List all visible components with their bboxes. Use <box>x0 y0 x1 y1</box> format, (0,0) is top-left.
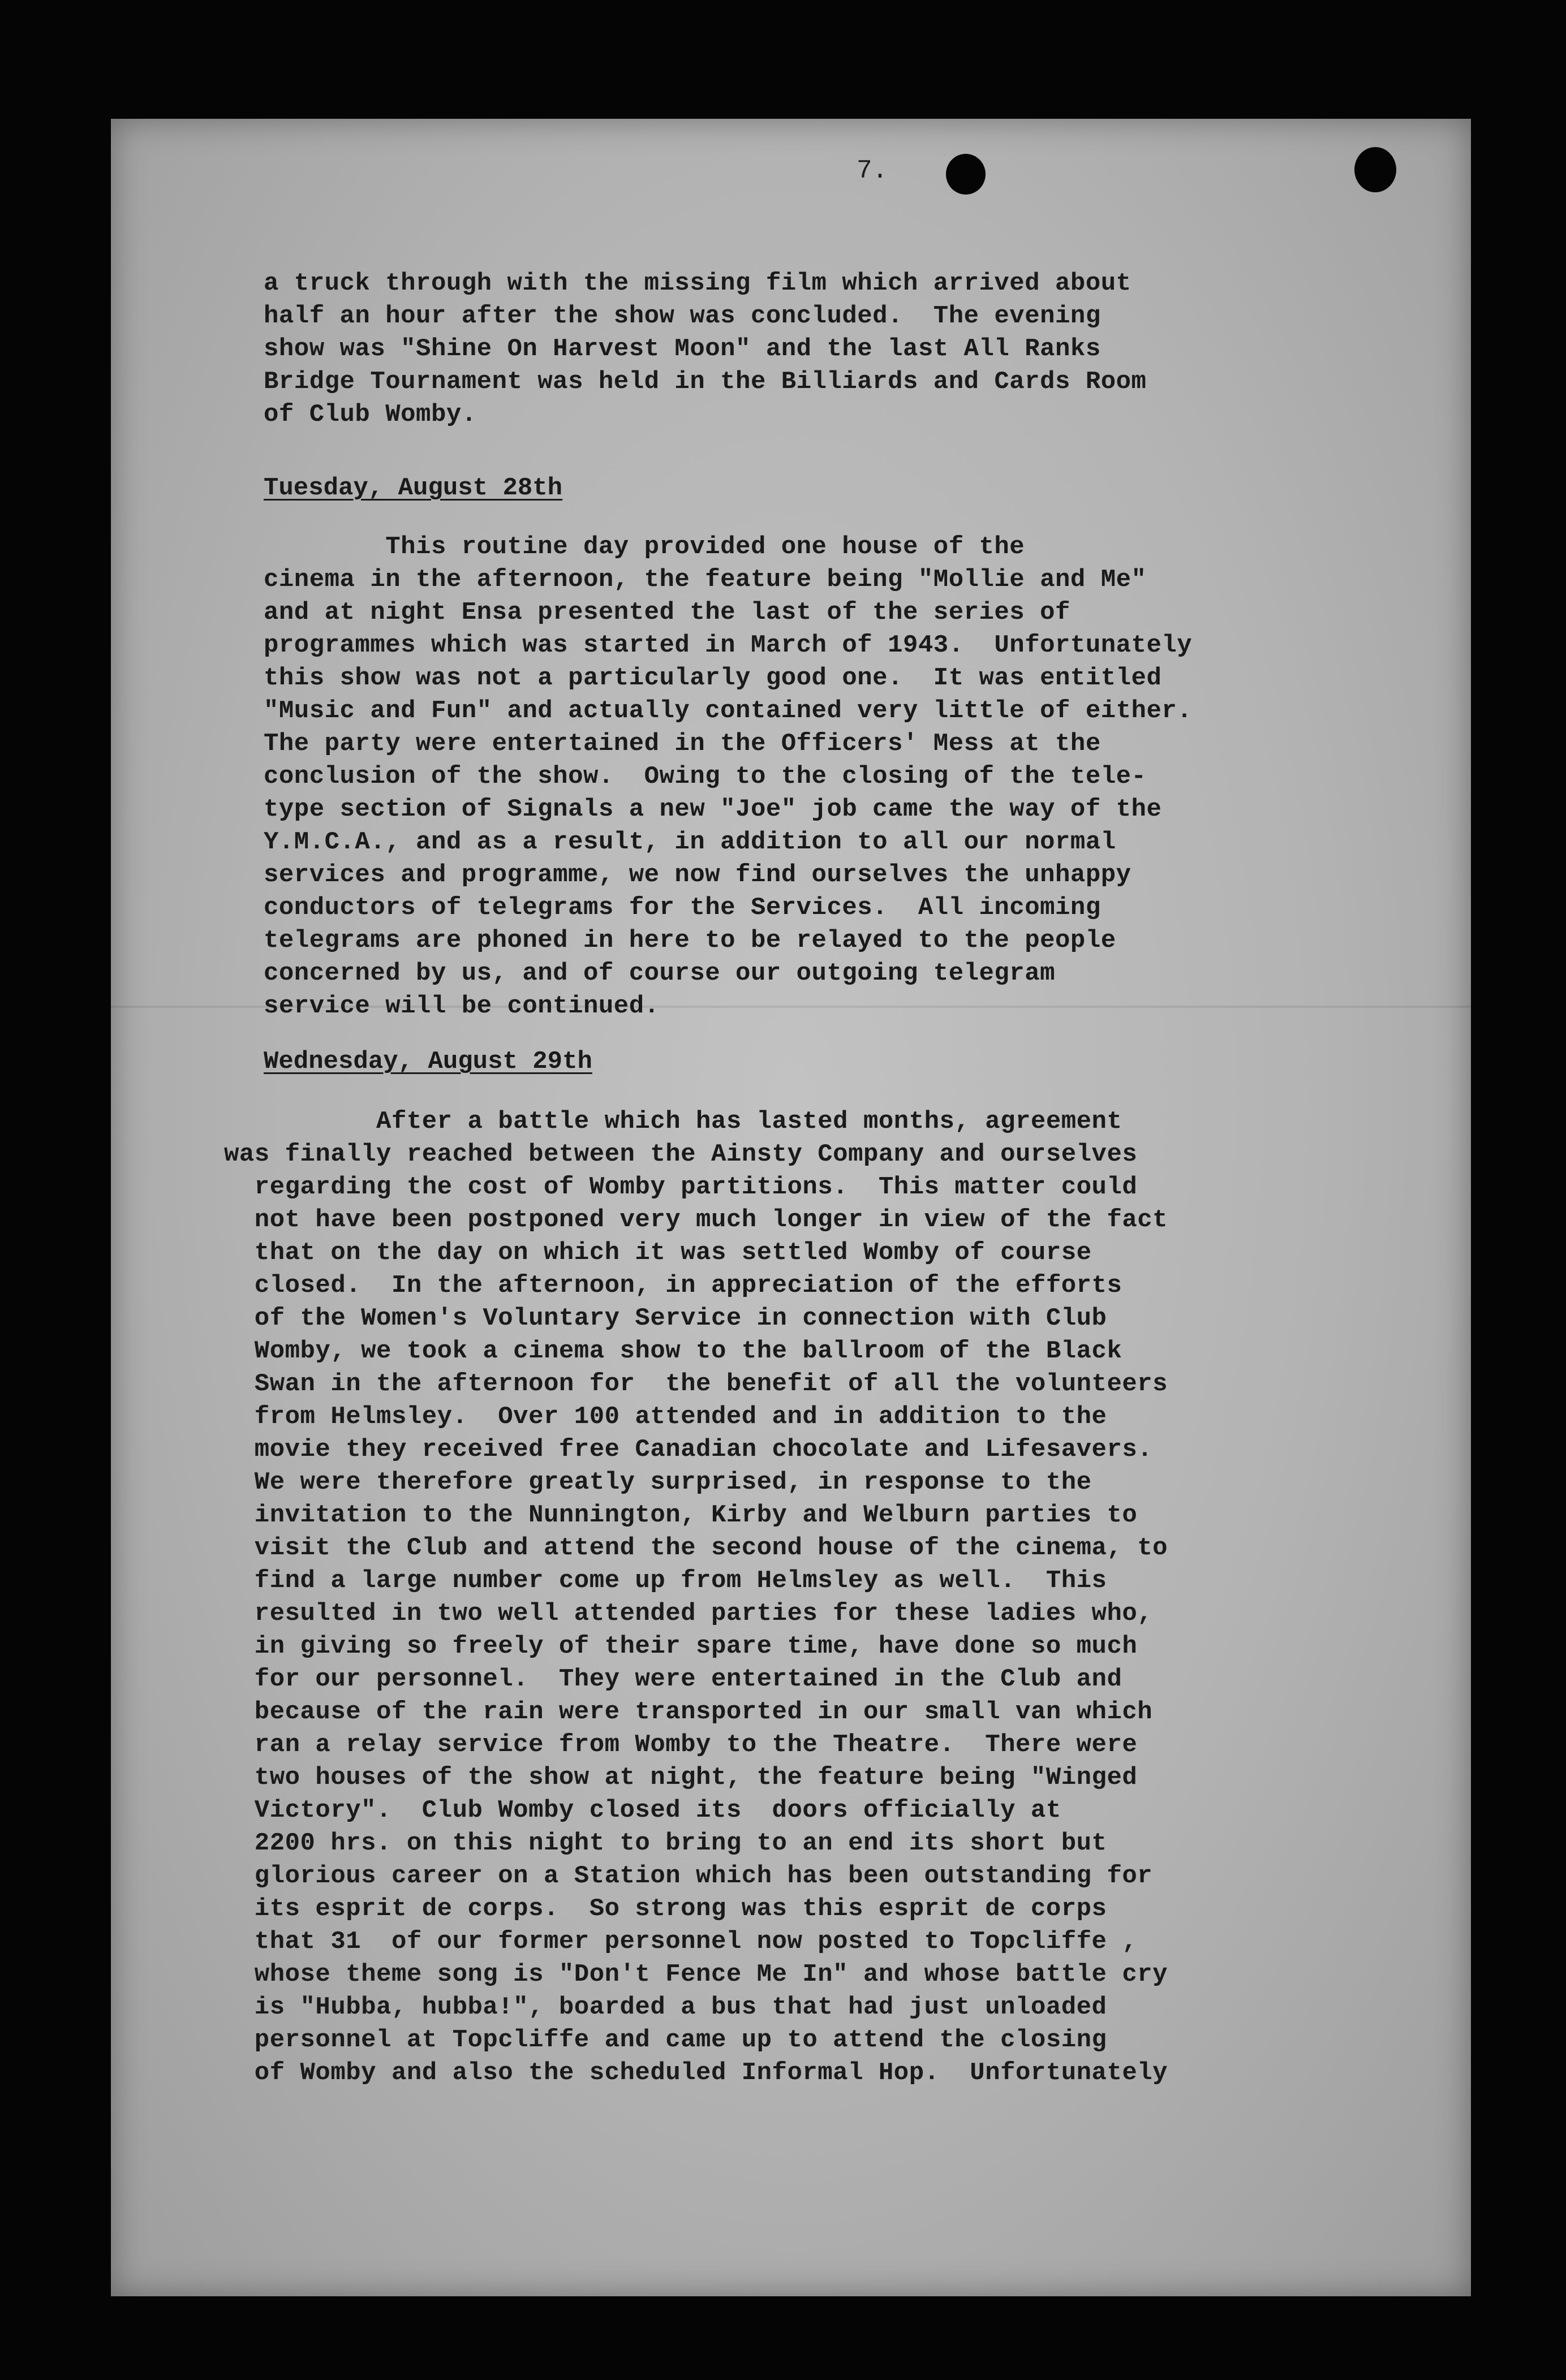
text-line: that on the day on which it was settled Womby of course <box>224 1239 1092 1267</box>
text-line: from Helmsley. Over 100 attended and in addition to the <box>224 1403 1107 1431</box>
text-line: programmes which was started in March of 1943. Unfortunately <box>264 631 1193 659</box>
text-line: This routine day provided one house of the <box>264 533 1025 561</box>
text-line: that 31 of our former personnel now posted to Topcliffe , <box>224 1928 1138 1956</box>
text-line: a truck through with the missing film which arrived about <box>264 269 1132 298</box>
text-line: telegrams are phoned in here to be relayed to the people <box>264 926 1116 955</box>
text-line: 2200 hrs. on this night to bring to an end its short but <box>224 1829 1107 1857</box>
text-line: invitation to the Nunnington, Kirby and Welburn parties to <box>224 1501 1138 1529</box>
text-line: ran a relay service from Womby to the Theatre. There were <box>224 1731 1138 1759</box>
text-line: resulted in two well attended parties for these ladies who, <box>224 1599 1153 1628</box>
text-line: glorious career on a Station which has been outstanding for <box>224 1862 1153 1890</box>
intro-paragraph <box>264 267 1146 431</box>
page-number: 7. <box>857 156 888 186</box>
text-line: Swan in the afternoon for the benefit of all the volunteers <box>224 1370 1168 1398</box>
document-page <box>111 119 1471 2296</box>
text-line: Womby, we took a cinema show to the ballroom of the Black <box>224 1337 1122 1365</box>
text-line: We were therefore greatly surprised, in response to the <box>224 1468 1092 1497</box>
text-line: half an hour after the show was concluded. The evening <box>264 302 1101 330</box>
text-line: visit the Club and attend the second house of the cinema, to <box>224 1534 1168 1562</box>
text-line: After a battle which has lasted months, agreement <box>224 1107 1122 1136</box>
text-line: this show was not a particularly good one. It was entitled <box>264 664 1162 692</box>
text-line: services and programme, we now find ourselves the unhappy <box>264 861 1132 889</box>
wednesday-paragraph <box>224 1105 1168 2089</box>
text-line: in giving so freely of their spare time, have done so much <box>224 1632 1138 1661</box>
text-line: "Music and Fun" and actually contained very little of either. <box>264 697 1193 725</box>
text-line: of Club Womby. <box>264 400 477 429</box>
text-line: conclusion of the show. Owing to the closing of the tele- <box>264 762 1147 791</box>
text-line: and at night Ensa presented the last of the series of <box>264 598 1070 627</box>
text-line: for our personnel. They were entertained in the Club and <box>224 1665 1122 1693</box>
punch-hole <box>1354 147 1396 192</box>
text-line: movie they received free Canadian chocolate and Lifesavers. <box>224 1435 1153 1464</box>
section-heading-tuesday: Tuesday, August 28th <box>264 474 563 502</box>
section-heading-wednesday: Wednesday, August 29th <box>264 1047 592 1076</box>
tuesday-paragraph <box>264 531 1192 1023</box>
text-line: show was "Shine On Harvest Moon" and the last All Ranks <box>264 335 1101 363</box>
text-line: conductors of telegrams for the Services. All incoming <box>264 894 1101 922</box>
text-line: Victory". Club Womby closed its doors officially at <box>224 1796 1061 1825</box>
text-line: regarding the cost of Womby partitions. This matter could <box>224 1173 1138 1201</box>
text-line: cinema in the afternoon, the feature being "Mollie and Me" <box>264 566 1147 594</box>
text-line: personnel at Topcliffe and came up to attend the closing <box>224 2026 1107 2054</box>
text-line: its esprit de corps. So strong was this esprit de corps <box>224 1895 1107 1923</box>
text-line: find a large number come up from Helmsley as well. This <box>224 1567 1107 1595</box>
text-line: because of the rain were transported in our small van which <box>224 1698 1153 1726</box>
text-line: whose theme song is "Don't Fence Me In" and whose battle cry <box>224 1960 1168 1989</box>
text-line: Bridge Tournament was held in the Billiards and Cards Room <box>264 368 1147 396</box>
text-line: closed. In the afternoon, in appreciation of the efforts <box>224 1271 1122 1300</box>
text-line: not have been postponed very much longer in view of the fact <box>224 1206 1168 1234</box>
text-line: Y.M.C.A., and as a result, in addition to all our normal <box>264 828 1116 856</box>
text-line: concerned by us, and of course our outgoing telegram <box>264 959 1056 988</box>
text-line: was finally reached between the Ainsty Company and ourselves <box>224 1140 1138 1169</box>
text-line: service will be continued. <box>264 992 660 1020</box>
text-line: is "Hubba, hubba!", boarded a bus that had just unloaded <box>224 1993 1107 2021</box>
text-line: of Womby and also the scheduled Informal Hop. Unfortunately <box>224 2059 1168 2087</box>
punch-hole <box>946 154 986 195</box>
text-line: The party were entertained in the Officers' Mess at the <box>264 730 1101 758</box>
text-line: two houses of the show at night, the feature being "Winged <box>224 1764 1138 1792</box>
text-line: of the Women's Voluntary Service in connection with Club <box>224 1304 1107 1333</box>
text-line: type section of Signals a new "Joe" job came the way of the <box>264 795 1162 823</box>
